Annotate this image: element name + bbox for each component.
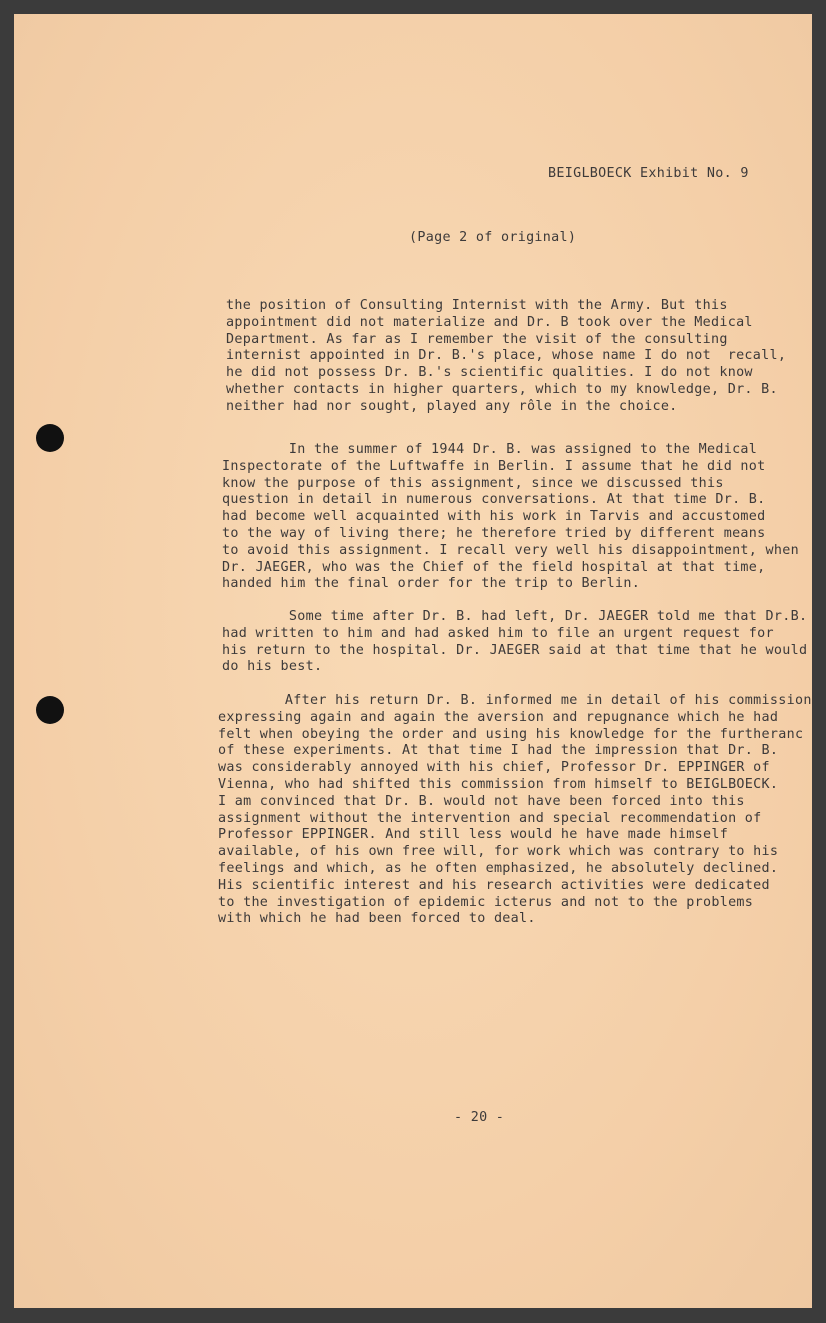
text-line: available, of his own free will, for work which was contrary to his [218, 844, 779, 860]
text-line: his return to the hospital. Dr. JAEGER said at that time that he would [222, 642, 808, 658]
text-line: neither had nor sought, played any rôle in the choice. [226, 398, 678, 414]
text-line: feelings and which, as he often emphasized, he absolutely declined. [218, 860, 779, 876]
text-line: Professor EPPINGER. And still less would he have made himself [218, 827, 729, 843]
text-line: was considerably annoyed with his chief, Professor Dr. EPPINGER of [218, 760, 770, 776]
page-reference: (Page 2 of original) [409, 230, 577, 245]
text-line: whether contacts in higher quarters, which to my knowledge, Dr. B. [226, 381, 778, 397]
paragraph-1 [226, 298, 786, 416]
text-line: assignment without the intervention and special recommendation of [218, 810, 762, 826]
text-line: I am convinced that Dr. B. would not have been forced into this [218, 793, 745, 809]
page-number: - 20 - [454, 1110, 505, 1125]
text-line: Some time after Dr. B. had left, Dr. JAEGER told me that Dr.B. [222, 609, 808, 624]
text-line: he did not possess Dr. B.'s scientific qualities. I do not know [226, 365, 753, 381]
text-line: internist appointed in Dr. B.'s place, whose name I do not recall, [226, 348, 787, 364]
text-line: had become well acquainted with his work in Tarvis and accustomed [222, 509, 766, 525]
text-line: felt when obeying the order and using his knowledge for the furtheranc [218, 726, 804, 742]
text-line: had written to him and had asked him to file an urgent request for [222, 625, 774, 641]
text-line: Department. As far as I remember the visit of the consulting [226, 331, 728, 347]
text-line: the position of Consulting Internist with the Army. But this [226, 298, 728, 313]
text-line: do his best. [222, 659, 323, 675]
text-line: question in detail in numerous conversations. At that time Dr. B. [222, 492, 766, 508]
text-line: to the way of living there; he therefore tried by different means [222, 525, 766, 541]
text-line: Vienna, who had shifted this commission from himself to BEIGLBOECK. [218, 776, 779, 792]
exhibit-label: BEIGLBOECK Exhibit No. 9 [548, 166, 749, 181]
text-line: After his return Dr. B. informed me in detail of his commission [218, 693, 812, 708]
paragraph-3 [222, 609, 807, 676]
text-line: to the investigation of epidemic icterus and not to the problems [218, 894, 754, 910]
text-line: handed him the final order for the trip to Berlin. [222, 576, 641, 592]
text-line: expressing again and again the aversion and repugnance which he had [218, 709, 779, 725]
text-line: to avoid this assignment. I recall very well his disappointment, when [222, 542, 799, 558]
text-line: know the purpose of this assignment, since we discussed this [222, 475, 724, 491]
text-line: His scientific interest and his research activities were dedicated [218, 877, 770, 893]
paragraph-2 [222, 442, 799, 593]
text-line: Inspectorate of the Luftwaffe in Berlin. I assume that he did not [222, 458, 766, 474]
punch-hole-bottom [36, 696, 64, 724]
text-line: of these experiments. At that time I had the impression that Dr. B. [218, 743, 779, 759]
text-line: with which he had been forced to deal. [218, 911, 536, 927]
text-line: In the summer of 1944 Dr. B. was assigned to the Medical [222, 442, 758, 457]
text-line: Dr. JAEGER, who was the Chief of the field hospital at that time, [222, 559, 766, 575]
text-line: appointment did not materialize and Dr. B took over the Medical [226, 314, 753, 330]
punch-hole-top [36, 424, 64, 452]
paragraph-4 [218, 693, 812, 928]
